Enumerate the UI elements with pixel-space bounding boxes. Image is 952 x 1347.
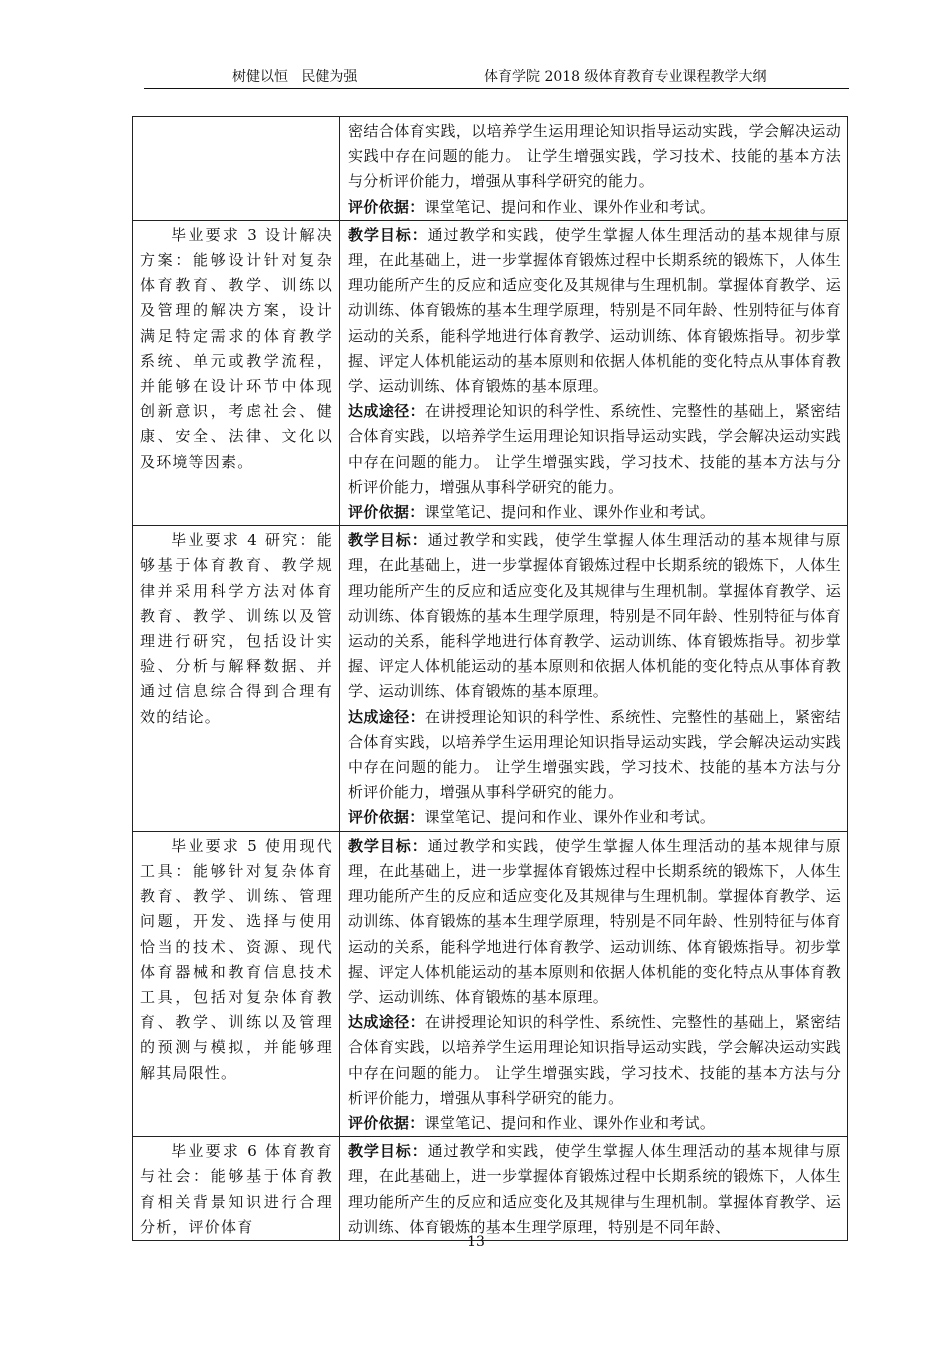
evaluation-text: 课堂笔记、提问和作业、课外作业和考试。	[424, 503, 716, 522]
requirement-cell	[133, 220, 340, 525]
table-row	[133, 220, 848, 525]
detail-cell	[340, 831, 848, 1136]
requirement-cell	[133, 117, 340, 221]
table-row	[133, 117, 848, 221]
requirement-text: 毕业要求 6 体育教育与社会：能够基于体育教育相关背景知识进行合理分析，评价体育	[140, 1142, 333, 1236]
goal-text: 通过教学和实践，使学生掌握人体生理活动的基本规律与原理，在此基础上，进一步掌握体育锻炼过程中长期系统的锻炼下，人体生理功能所产生的反应和适应变化及其规律与生理机制。掌握体育教学、运动训练、体育锻炼的基本生理学原理，特别是不同年龄、性别特征与体育运动的关系，能科学地进行体育教学、运动训练、体育锻炼指导。初步掌握、评定人体机能运动的基本原则和依据人体机能的变化特点从事体育教学、运动训练、体育锻炼的基本原理。	[348, 225, 841, 396]
page-number: 13	[467, 1234, 485, 1250]
requirement-cell	[133, 526, 340, 831]
evaluation-text: 课堂笔记、提问和作业、课外作业和考试。	[424, 1113, 716, 1132]
continued-paragraph: 密结合体育实践，以培养学生运用理论知识指导运动实践，学会解决运动实践中存在问题的能力。 让学生增强实践，学习技术、技能的基本方法与分析评价能力，增强从事科学研究的能力。	[348, 122, 841, 191]
header-motto: 树健以恒 民健为强	[232, 69, 358, 85]
path-label: 达成途径：	[348, 1013, 426, 1032]
path-label: 达成途径：	[348, 707, 426, 726]
evaluation-label: 评价依据：	[348, 503, 425, 522]
goal-label: 教学目标：	[348, 531, 428, 550]
detail-cell	[340, 526, 848, 831]
header-title: 体育学院 2018 级体育教育专业课程教学大纲	[484, 69, 767, 85]
requirement-cell	[133, 831, 340, 1136]
table-row	[133, 831, 848, 1136]
requirement-text: 毕业要求 4 研究：能够基于体育教育、教学规律并采用科学方法对体育教育、教学、训练以及管理进行研究，包括设计实验、分析与解释数据、并通过信息综合得到合理有效的结论。	[140, 531, 333, 726]
evaluation-text: 课堂笔记、提问和作业、课外作业和考试。	[424, 197, 716, 216]
goal-paragraph	[348, 1139, 841, 1240]
evaluation-label: 评价依据：	[348, 197, 425, 216]
goal-paragraph	[348, 223, 841, 399]
evaluation-label: 评价依据：	[348, 808, 425, 827]
requirement-text: 毕业要求 3 设计解决方案：能够设计针对复杂体育教育、教学、训练以及管理的解决方案，设计满足特定需求的体育教学系统、单元或教学流程，并能够在设计环节中体现创新意识，考虑社会、健康、安全、法律、文化以及环境等因素。	[140, 225, 333, 471]
path-label: 达成途径：	[348, 402, 426, 421]
goal-label: 教学目标：	[348, 225, 428, 244]
path-text: 在讲授理论知识的科学性、系统性、完整性的基础上，紧密结合体育实践，以培养学生运用理论知识指导运动实践，学会解决运动实践中存在问题的能力。 让学生增强实践，学习技术、技能的基本方法与分析评价能力，增强从事科学研究的能力。	[348, 707, 841, 802]
page-header	[144, 66, 849, 86]
evaluation-paragraph	[348, 805, 841, 830]
evaluation-label: 评价依据：	[348, 1113, 425, 1132]
goal-text: 通过教学和实践，使学生掌握人体生理活动的基本规律与原理，在此基础上，进一步掌握体育锻炼过程中长期系统的锻炼下，人体生理功能所产生的反应和适应变化及其规律与生理机制。掌握体育教学、运动训练、体育锻炼的基本生理学原理，特别是不同年龄、	[348, 1142, 841, 1236]
path-text: 在讲授理论知识的科学性、系统性、完整性的基础上，紧密结合体育实践，以培养学生运用理论知识指导运动实践，学会解决运动实践中存在问题的能力。 让学生增强实践，学习技术、技能的基本方法与分析评价能力，增强从事科学研究的能力。	[348, 1013, 841, 1107]
detail-cell	[340, 117, 848, 221]
goal-text: 通过教学和实践，使学生掌握人体生理活动的基本规律与原理，在此基础上，进一步掌握体育锻炼过程中长期系统的锻炼下，人体生理功能所产生的反应和适应变化及其规律与生理机制。掌握体育教学、运动训练、体育锻炼的基本生理学原理，特别是不同年龄、性别特征与体育运动的关系，能科学地进行体育教学、运动训练、体育锻炼指导。初步掌握、评定人体机能运动的基本原则和依据人体机能的变化特点从事体育教学、运动训练、体育锻炼的基本原理。	[348, 531, 841, 701]
path-paragraph	[348, 705, 841, 806]
path-paragraph	[348, 399, 841, 500]
evaluation-paragraph	[348, 1111, 841, 1136]
path-text: 在讲授理论知识的科学性、系统性、完整性的基础上，紧密结合体育实践，以培养学生运用理论知识指导运动实践，学会解决运动实践中存在问题的能力。 让学生增强实践，学习技术、技能的基本方法与分析评价能力，增强从事科学研究的能力。	[348, 402, 841, 496]
detail-cell	[340, 220, 848, 525]
header-rule	[144, 88, 849, 89]
syllabus-table	[132, 116, 848, 1241]
goal-label: 教学目标：	[348, 836, 428, 855]
path-paragraph	[348, 1010, 841, 1111]
detail-cell	[340, 1137, 848, 1241]
evaluation-paragraph	[348, 500, 841, 525]
goal-paragraph	[348, 528, 841, 704]
requirement-cell	[133, 1137, 340, 1241]
goal-paragraph	[348, 834, 841, 1010]
table-row	[133, 526, 848, 831]
goal-text: 通过教学和实践，使学生掌握人体生理活动的基本规律与原理，在此基础上，进一步掌握体育锻炼过程中长期系统的锻炼下，人体生理功能所产生的反应和适应变化及其规律与生理机制。掌握体育教学、运动训练、体育锻炼的基本生理学原理，特别是不同年龄、性别特征与体育运动的关系，能科学地进行体育教学、运动训练、体育锻炼指导。初步掌握、评定人体机能运动的基本原则和依据人体机能的变化特点从事体育教学、运动训练、体育锻炼的基本原理。	[348, 836, 841, 1006]
evaluation-paragraph	[348, 195, 841, 220]
goal-label: 教学目标：	[348, 1142, 428, 1161]
evaluation-text: 课堂笔记、提问和作业、课外作业和考试。	[424, 808, 716, 827]
table-row	[133, 1137, 848, 1241]
requirement-text: 毕业要求 5 使用现代工具：能够针对复杂体育教育、教学、训练、管理问题，开发、选择与使用恰当的技术、资源、现代体育器械和教育信息技术工具，包括对复杂体育教育、教学、训练以及管理的预测与模拟，并能够理解其局限性。	[140, 836, 333, 1082]
